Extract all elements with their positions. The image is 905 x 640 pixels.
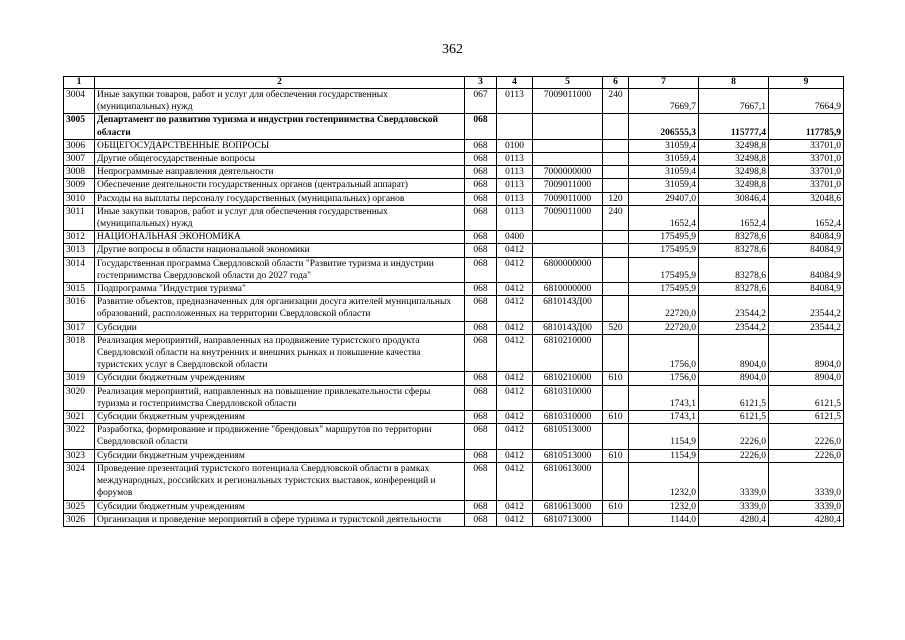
target-article-cell: 6810310000 (533, 385, 603, 410)
table-row (64, 513, 844, 526)
amount-year3-cell: 3339,0 (769, 462, 844, 500)
row-name-cell: НАЦИОНАЛЬНАЯ ЭКОНОМИКА (95, 231, 465, 244)
section-code-cell: 0412 (497, 513, 533, 526)
ministry-code-cell: 068 (465, 321, 497, 334)
table-body (64, 89, 844, 527)
table-row (64, 500, 844, 513)
amount-year1-cell: 1232,0 (629, 462, 699, 500)
expense-type-cell: 610 (603, 500, 629, 513)
amount-year3-cell: 84084,9 (769, 257, 844, 282)
target-article-cell (533, 139, 603, 152)
amount-year2-cell: 8904,0 (699, 334, 769, 372)
amount-year3-cell: 4280,4 (769, 513, 844, 526)
table-row (64, 205, 844, 230)
row-number-cell: 3005 (64, 114, 95, 139)
row-number-cell: 3021 (64, 411, 95, 424)
amount-year3-cell: 33701,0 (769, 179, 844, 192)
row-number-cell: 3004 (64, 89, 95, 114)
amount-year2-cell: 32498,8 (699, 139, 769, 152)
table-row (64, 89, 844, 114)
ministry-code-cell: 068 (465, 231, 497, 244)
target-article-cell: 7009011000 (533, 192, 603, 205)
expense-type-cell: 240 (603, 89, 629, 114)
amount-year1-cell: 175495,9 (629, 231, 699, 244)
header-cell: 7 (629, 77, 699, 89)
header-cell: 8 (699, 77, 769, 89)
table-row (64, 114, 844, 139)
amount-year1-cell: 29407,0 (629, 192, 699, 205)
section-code-cell: 0412 (497, 385, 533, 410)
row-name-cell: Непрограммные направления деятельности (95, 166, 465, 179)
amount-year3-cell: 84084,9 (769, 283, 844, 296)
amount-year2-cell: 83278,6 (699, 231, 769, 244)
table-row (64, 462, 844, 500)
target-article-cell: 6810713000 (533, 513, 603, 526)
ministry-code-cell: 068 (465, 449, 497, 462)
row-name-cell: Субсидии бюджетным учреждениям (95, 372, 465, 385)
row-number-cell: 3012 (64, 231, 95, 244)
row-name-cell: Иные закупки товаров, работ и услуг для обеспечения государственных (муниципальных) нужд (95, 89, 465, 114)
row-number-cell: 3011 (64, 205, 95, 230)
ministry-code-cell: 068 (465, 385, 497, 410)
section-code-cell: 0113 (497, 153, 533, 166)
target-article-cell (533, 231, 603, 244)
row-name-cell: Обеспечение деятельности государственных органов (центральный аппарат) (95, 179, 465, 192)
expense-type-cell: 610 (603, 449, 629, 462)
amount-year3-cell: 33701,0 (769, 139, 844, 152)
ministry-code-cell: 068 (465, 513, 497, 526)
row-name-cell: Реализация мероприятий, направленных на повышение привлекательности сферы туризма и гостеприимства Свердловской области (95, 385, 465, 410)
amount-year3-cell: 117785,9 (769, 114, 844, 139)
ministry-code-cell: 068 (465, 500, 497, 513)
amount-year1-cell: 1756,0 (629, 372, 699, 385)
amount-year2-cell: 30846,4 (699, 192, 769, 205)
target-article-cell: 6810210000 (533, 334, 603, 372)
expense-type-cell: 520 (603, 321, 629, 334)
section-code-cell: 0100 (497, 139, 533, 152)
table-row (64, 424, 844, 449)
ministry-code-cell: 068 (465, 424, 497, 449)
amount-year3-cell: 6121,5 (769, 385, 844, 410)
row-number-cell: 3007 (64, 153, 95, 166)
section-code-cell: 0412 (497, 321, 533, 334)
amount-year1-cell: 1743,1 (629, 385, 699, 410)
amount-year1-cell: 175495,9 (629, 257, 699, 282)
table-row (64, 321, 844, 334)
target-article-cell: 7009011000 (533, 205, 603, 230)
amount-year1-cell: 1652,4 (629, 205, 699, 230)
target-article-cell: 7009011000 (533, 179, 603, 192)
target-article-cell: 6810210000 (533, 372, 603, 385)
table-row (64, 179, 844, 192)
ministry-code-cell: 068 (465, 205, 497, 230)
amount-year3-cell: 7664,9 (769, 89, 844, 114)
amount-year2-cell: 2226,0 (699, 424, 769, 449)
section-code-cell: 0113 (497, 205, 533, 230)
ministry-code-cell: 068 (465, 372, 497, 385)
row-name-cell: Департамент по развитию туризма и индустрии гостеприимства Свердловской области (95, 114, 465, 139)
target-article-cell: 6810310000 (533, 411, 603, 424)
amount-year1-cell: 1756,0 (629, 334, 699, 372)
row-number-cell: 3013 (64, 244, 95, 257)
section-code-cell: 0412 (497, 244, 533, 257)
row-name-cell: Субсидии (95, 321, 465, 334)
target-article-cell: 7000000000 (533, 166, 603, 179)
target-article-cell: 6810000000 (533, 283, 603, 296)
amount-year2-cell: 3339,0 (699, 500, 769, 513)
target-article-cell: 6810613000 (533, 500, 603, 513)
amount-year2-cell: 1652,4 (699, 205, 769, 230)
amount-year2-cell: 2226,0 (699, 449, 769, 462)
table-row (64, 192, 844, 205)
amount-year1-cell: 31059,4 (629, 153, 699, 166)
target-article-cell: 6800000000 (533, 257, 603, 282)
amount-year3-cell: 8904,0 (769, 372, 844, 385)
table-row (64, 139, 844, 152)
row-number-cell: 3025 (64, 500, 95, 513)
section-code-cell: 0412 (497, 257, 533, 282)
row-name-cell: Субсидии бюджетным учреждениям (95, 411, 465, 424)
expense-type-cell (603, 513, 629, 526)
table-row (64, 283, 844, 296)
row-number-cell: 3016 (64, 296, 95, 321)
section-code-cell: 0412 (497, 449, 533, 462)
section-code-cell: 0412 (497, 372, 533, 385)
row-number-cell: 3019 (64, 372, 95, 385)
ministry-code-cell: 068 (465, 192, 497, 205)
row-number-cell: 3008 (64, 166, 95, 179)
amount-year2-cell: 23544,2 (699, 321, 769, 334)
target-article-cell: 681014ЗД00 (533, 296, 603, 321)
amount-year3-cell: 33701,0 (769, 153, 844, 166)
row-number-cell: 3024 (64, 462, 95, 500)
ministry-code-cell: 068 (465, 411, 497, 424)
row-number-cell: 3006 (64, 139, 95, 152)
table-row (64, 372, 844, 385)
amount-year1-cell: 175495,9 (629, 244, 699, 257)
amount-year2-cell: 83278,6 (699, 257, 769, 282)
expense-type-cell (603, 424, 629, 449)
amount-year2-cell: 83278,6 (699, 283, 769, 296)
section-code-cell: 0113 (497, 89, 533, 114)
expense-type-cell: 240 (603, 205, 629, 230)
expense-type-cell (603, 139, 629, 152)
ministry-code-cell: 068 (465, 179, 497, 192)
amount-year3-cell: 2226,0 (769, 449, 844, 462)
target-article-cell (533, 114, 603, 139)
ministry-code-cell: 068 (465, 139, 497, 152)
row-name-cell: Государственная программа Свердловской области "Развитие туризма и индустрии гостеприимства Свердловской области до 2027 года" (95, 257, 465, 282)
section-code-cell: 0412 (497, 500, 533, 513)
row-name-cell: Организация и проведение мероприятий в сфере туризма и туристской деятельности (95, 513, 465, 526)
row-name-cell: Разработка, формирование и продвижение "брендовых" маршрутов по территории Свердловской области (95, 424, 465, 449)
amount-year3-cell: 1652,4 (769, 205, 844, 230)
section-code-cell: 0113 (497, 166, 533, 179)
page-number: 362 (442, 42, 463, 57)
expense-type-cell (603, 283, 629, 296)
row-name-cell: ОБЩЕГОСУДАРСТВЕННЫЕ ВОПРОСЫ (95, 139, 465, 152)
amount-year1-cell: 206555,3 (629, 114, 699, 139)
amount-year3-cell: 84084,9 (769, 244, 844, 257)
row-name-cell: Другие общегосударственные вопросы (95, 153, 465, 166)
ministry-code-cell: 068 (465, 114, 497, 139)
amount-year1-cell: 22720,0 (629, 296, 699, 321)
row-number-cell: 3009 (64, 179, 95, 192)
header-cell: 4 (497, 77, 533, 89)
amount-year3-cell: 84084,9 (769, 231, 844, 244)
expense-type-cell: 610 (603, 411, 629, 424)
row-number-cell: 3017 (64, 321, 95, 334)
ministry-code-cell: 068 (465, 296, 497, 321)
expense-type-cell: 610 (603, 372, 629, 385)
target-article-cell (533, 153, 603, 166)
amount-year1-cell: 22720,0 (629, 321, 699, 334)
ministry-code-cell: 068 (465, 283, 497, 296)
target-article-cell: 7009011000 (533, 89, 603, 114)
amount-year1-cell: 31059,4 (629, 179, 699, 192)
header-cell: 6 (603, 77, 629, 89)
target-article-cell: 6810513000 (533, 449, 603, 462)
row-name-cell: Подпрограмма "Индустрия туризма" (95, 283, 465, 296)
amount-year3-cell: 33701,0 (769, 166, 844, 179)
table-row (64, 231, 844, 244)
section-code-cell: 0412 (497, 462, 533, 500)
target-article-cell: 6810513000 (533, 424, 603, 449)
row-number-cell: 3026 (64, 513, 95, 526)
ministry-code-cell: 068 (465, 244, 497, 257)
amount-year3-cell: 8904,0 (769, 334, 844, 372)
section-code-cell: 0113 (497, 179, 533, 192)
amount-year2-cell: 8904,0 (699, 372, 769, 385)
amount-year2-cell: 6121,5 (699, 385, 769, 410)
row-number-cell: 3015 (64, 283, 95, 296)
amount-year1-cell: 1154,9 (629, 449, 699, 462)
amount-year1-cell: 7669,7 (629, 89, 699, 114)
amount-year1-cell: 175495,9 (629, 283, 699, 296)
amount-year2-cell: 3339,0 (699, 462, 769, 500)
amount-year1-cell: 1154,9 (629, 424, 699, 449)
expense-type-cell (603, 114, 629, 139)
section-code-cell: 0412 (497, 283, 533, 296)
table-row (64, 296, 844, 321)
table-row (64, 257, 844, 282)
row-number-cell: 3022 (64, 424, 95, 449)
amount-year2-cell: 23544,2 (699, 296, 769, 321)
header-cell: 9 (769, 77, 844, 89)
amount-year2-cell: 32498,8 (699, 166, 769, 179)
row-number-cell: 3014 (64, 257, 95, 282)
section-code-cell: 0412 (497, 424, 533, 449)
amount-year1-cell: 1232,0 (629, 500, 699, 513)
amount-year1-cell: 1144,0 (629, 513, 699, 526)
row-number-cell: 3010 (64, 192, 95, 205)
target-article-cell (533, 244, 603, 257)
expense-type-cell (603, 153, 629, 166)
ministry-code-cell: 068 (465, 334, 497, 372)
ministry-code-cell: 068 (465, 153, 497, 166)
ministry-code-cell: 068 (465, 166, 497, 179)
section-code-cell: 0412 (497, 411, 533, 424)
amount-year1-cell: 1743,1 (629, 411, 699, 424)
table-header-row (64, 77, 844, 89)
row-name-cell: Расходы на выплаты персоналу государственных (муниципальных) органов (95, 192, 465, 205)
table-row (64, 334, 844, 372)
table-row (64, 411, 844, 424)
row-name-cell: Субсидии бюджетным учреждениям (95, 449, 465, 462)
expense-type-cell (603, 296, 629, 321)
expense-type-cell (603, 257, 629, 282)
amount-year2-cell: 115777,4 (699, 114, 769, 139)
expense-type-cell (603, 462, 629, 500)
expense-type-cell (603, 179, 629, 192)
table-row (64, 385, 844, 410)
row-name-cell: Другие вопросы в области национальной экономики (95, 244, 465, 257)
section-code-cell: 0412 (497, 334, 533, 372)
table-row (64, 244, 844, 257)
section-code-cell: 0113 (497, 192, 533, 205)
section-code-cell: 0412 (497, 296, 533, 321)
amount-year3-cell: 32048,6 (769, 192, 844, 205)
amount-year2-cell: 4280,4 (699, 513, 769, 526)
amount-year1-cell: 31059,4 (629, 139, 699, 152)
expense-type-cell (603, 244, 629, 257)
amount-year3-cell: 6121,5 (769, 411, 844, 424)
amount-year2-cell: 6121,5 (699, 411, 769, 424)
expense-type-cell (603, 166, 629, 179)
section-code-cell: 0400 (497, 231, 533, 244)
section-code-cell (497, 114, 533, 139)
row-number-cell: 3023 (64, 449, 95, 462)
header-cell: 2 (95, 77, 465, 89)
target-article-cell: 681014ЗД00 (533, 321, 603, 334)
header-cell: 3 (465, 77, 497, 89)
amount-year1-cell: 31059,4 (629, 166, 699, 179)
target-article-cell: 6810613000 (533, 462, 603, 500)
header-cell: 1 (64, 77, 95, 89)
amount-year2-cell: 83278,6 (699, 244, 769, 257)
header-cell: 5 (533, 77, 603, 89)
table-row (64, 449, 844, 462)
amount-year2-cell: 32498,8 (699, 153, 769, 166)
row-name-cell: Субсидии бюджетным учреждениям (95, 500, 465, 513)
row-name-cell: Реализация мероприятий, направленных на продвижение туристского продукта Свердловской области на внутренних и внешних рынках и повышение качества туристских услуг в Свердловской области (95, 334, 465, 372)
expense-type-cell (603, 231, 629, 244)
ministry-code-cell: 068 (465, 257, 497, 282)
amount-year3-cell: 2226,0 (769, 424, 844, 449)
amount-year2-cell: 7667,1 (699, 89, 769, 114)
amount-year3-cell: 23544,2 (769, 321, 844, 334)
expense-type-cell: 120 (603, 192, 629, 205)
table-row (64, 166, 844, 179)
row-number-cell: 3020 (64, 385, 95, 410)
table-row (64, 153, 844, 166)
row-name-cell: Проведение презентаций туристского потенциала Свердловской области в рамках международных, российских и региональных туристских выставок, конференций и форумов (95, 462, 465, 500)
row-number-cell: 3018 (64, 334, 95, 372)
amount-year2-cell: 32498,8 (699, 179, 769, 192)
row-name-cell: Развитие объектов, предназначенных для организации досуга жителей муниципальных образований, расположенных на территории Свердловской области (95, 296, 465, 321)
ministry-code-cell: 068 (465, 462, 497, 500)
ministry-code-cell: 067 (465, 89, 497, 114)
expense-type-cell (603, 334, 629, 372)
amount-year3-cell: 23544,2 (769, 296, 844, 321)
row-name-cell: Иные закупки товаров, работ и услуг для обеспечения государственных (муниципальных) нужд (95, 205, 465, 230)
amount-year3-cell: 3339,0 (769, 500, 844, 513)
expense-type-cell (603, 385, 629, 410)
budget-table (63, 76, 844, 527)
